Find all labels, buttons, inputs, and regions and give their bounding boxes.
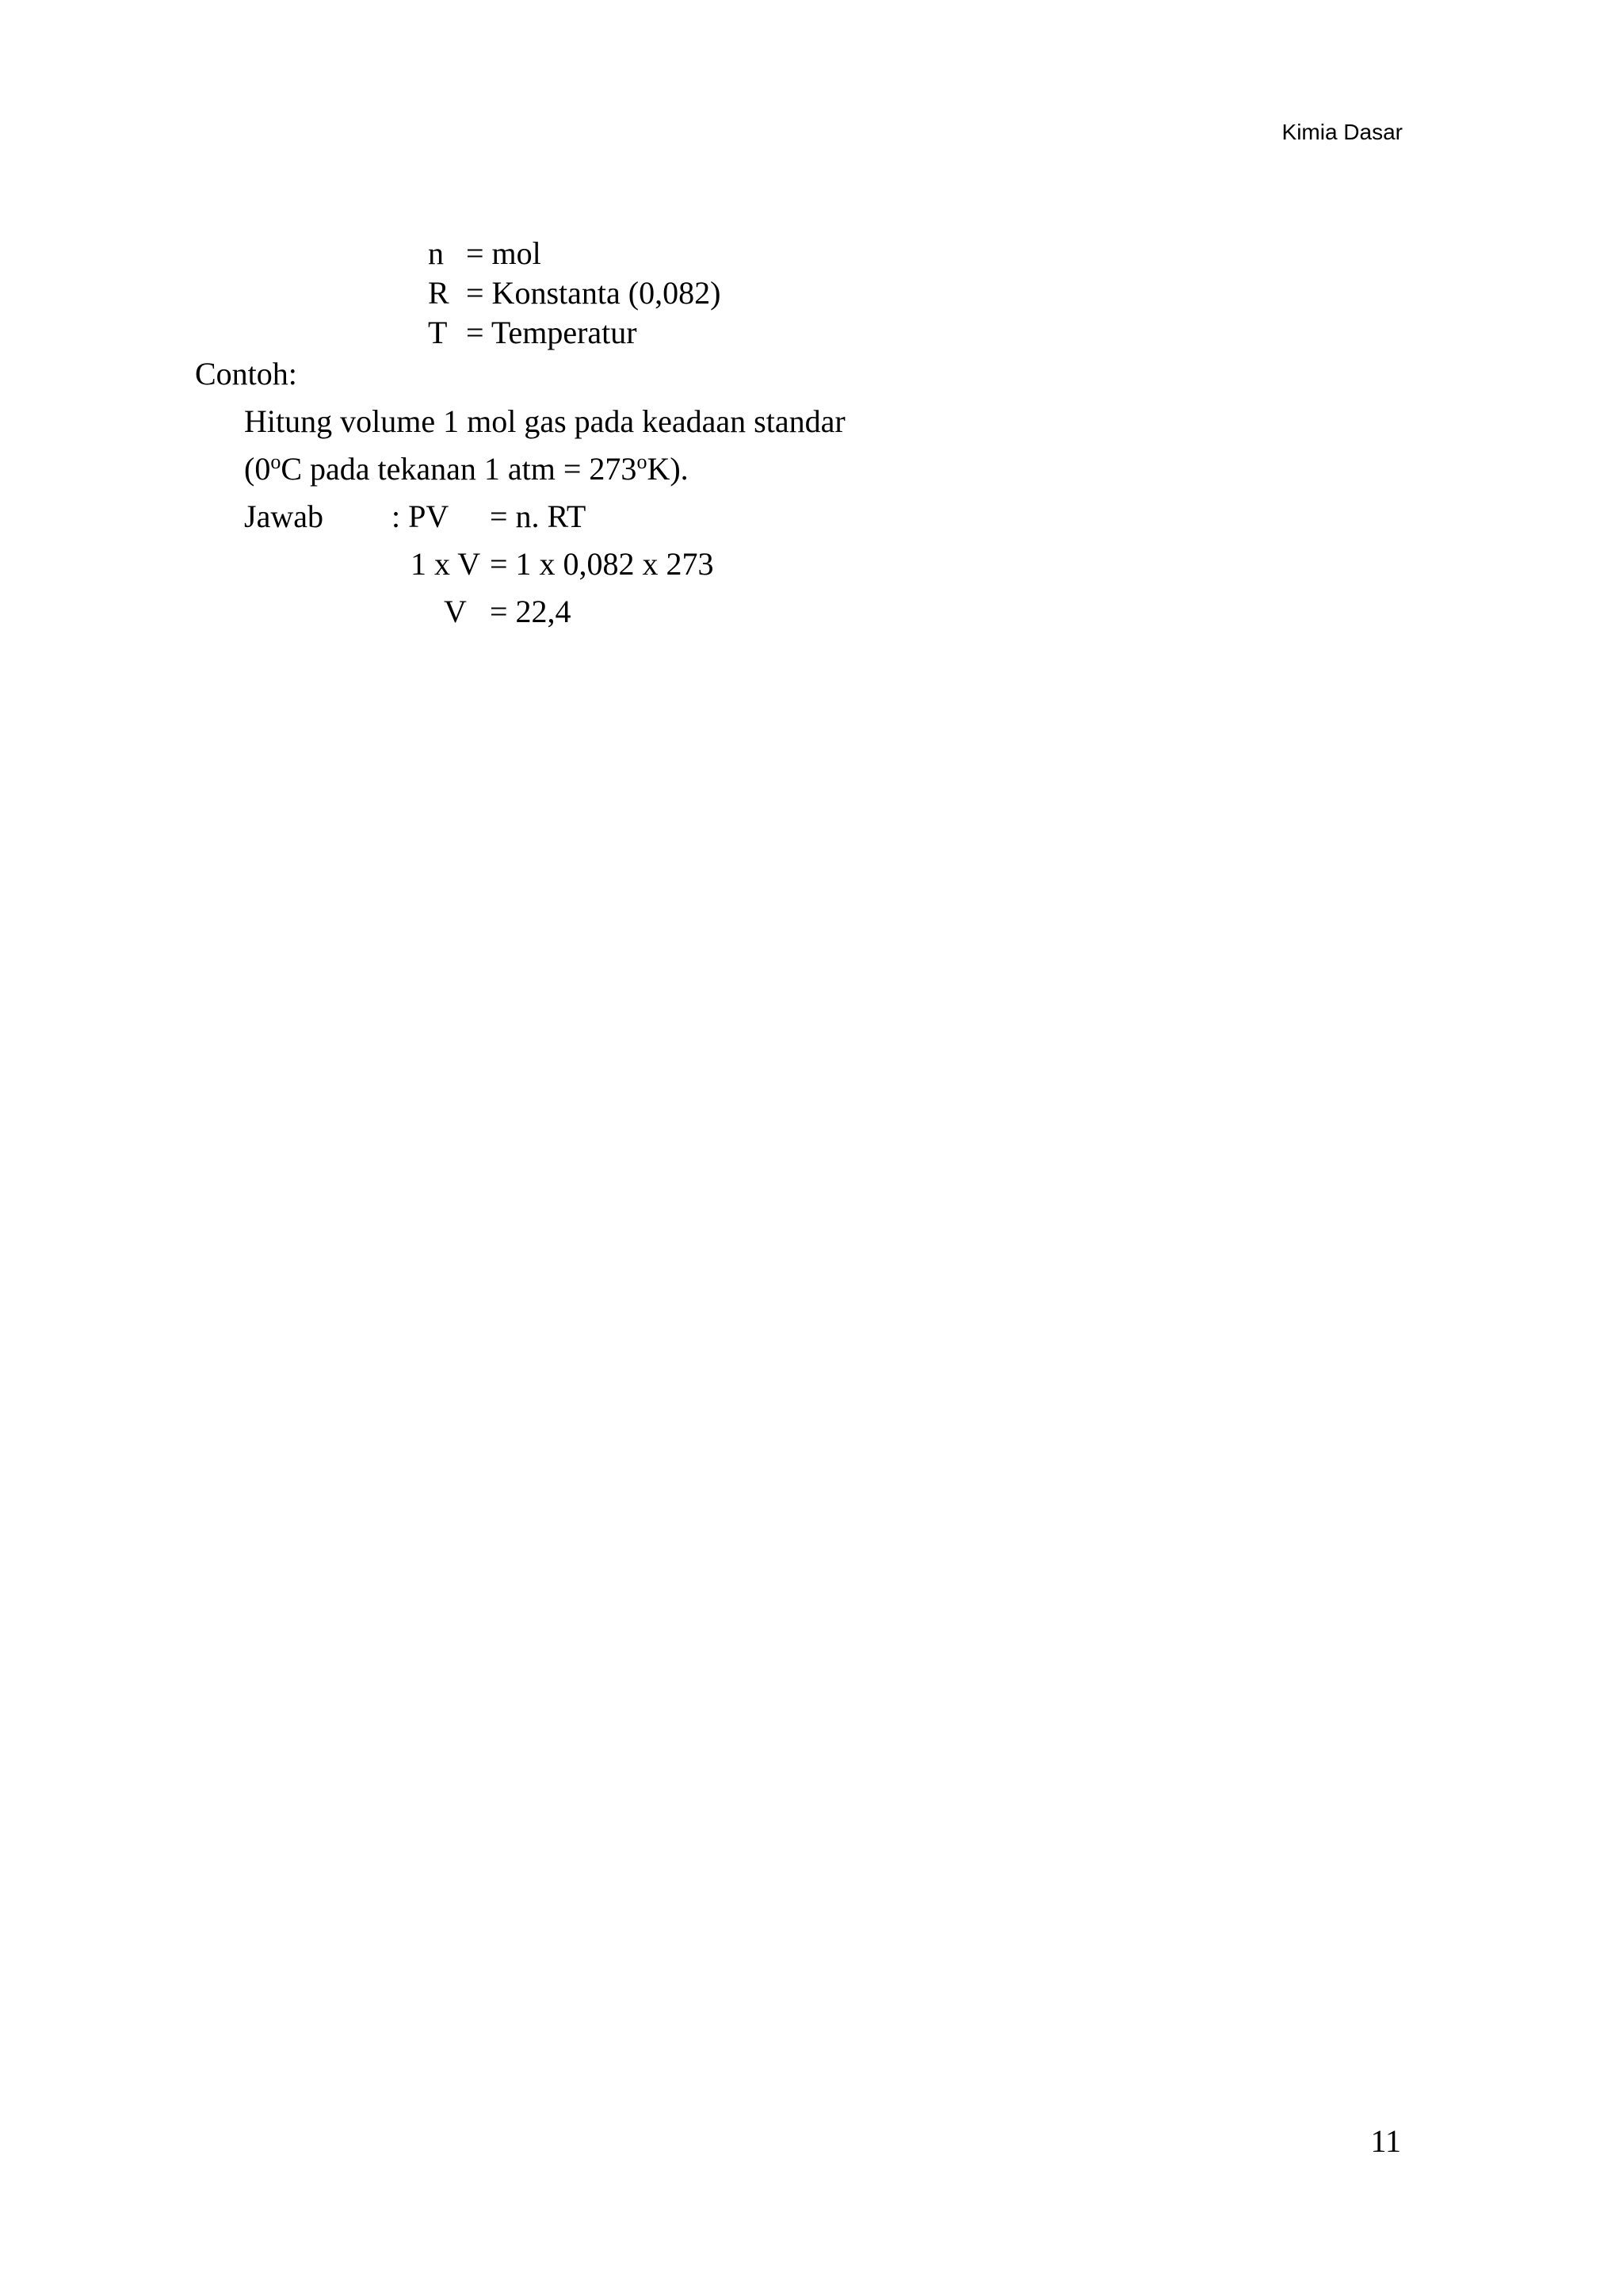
example-question-line-1: Hitung volume 1 mol gas pada keadaan standar [244, 403, 846, 439]
definition-meaning-n: = mol [466, 235, 541, 271]
degree-superscript: o [636, 450, 647, 473]
answer-label: Jawab [244, 499, 323, 534]
running-header: Kimia Dasar [1281, 120, 1403, 144]
definition-symbol-r: R [428, 275, 449, 311]
definition-meaning-r: = Konstanta (0,082) [466, 275, 721, 311]
question-text-part: (0 [244, 451, 271, 487]
answer-step-3-rhs: = 22,4 [490, 594, 571, 629]
answer-step-2-rhs: = 1 x 0,082 x 273 [490, 546, 714, 582]
question-text-part: K). [647, 451, 689, 487]
definition-symbol-t: T [428, 315, 448, 350]
example-question-line-2 [244, 450, 689, 488]
question-text-part: C pada tekanan 1 atm = 273 [281, 451, 637, 487]
answer-step-2-lhs: 1 x V [411, 546, 481, 582]
example-heading: Contoh: [195, 356, 297, 392]
definition-meaning-t: = Temperatur [466, 315, 637, 350]
answer-step-1-lhs: : PV [391, 499, 449, 534]
degree-superscript: o [270, 450, 281, 473]
page-number: 11 [1370, 2123, 1401, 2159]
definition-symbol-n: n [428, 235, 444, 271]
answer-step-3-lhs: V [444, 594, 467, 629]
answer-step-1-rhs: = n. RT [490, 499, 586, 534]
